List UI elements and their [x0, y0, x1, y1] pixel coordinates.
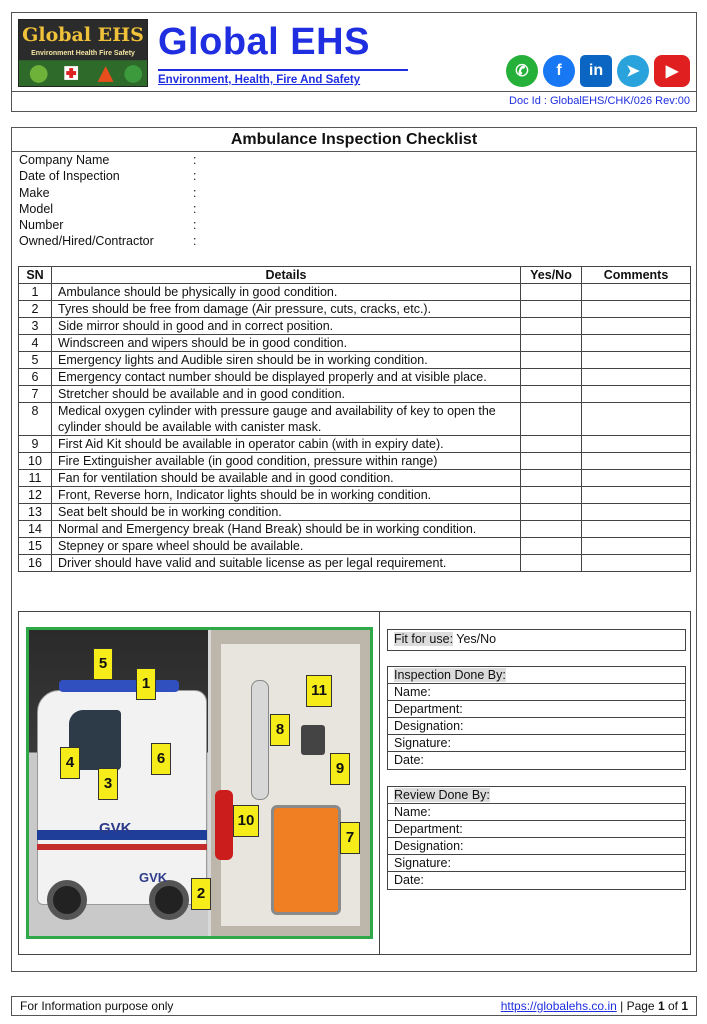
review-signature-field[interactable]: Signature: [388, 855, 685, 872]
table-row [19, 487, 691, 504]
comments-cell[interactable] [582, 538, 691, 555]
row-details: Normal and Emergency break (Hand Break) should be in working condition. [52, 521, 521, 538]
table-row [19, 555, 691, 572]
van-body [37, 690, 207, 905]
field-separator: : [193, 234, 197, 249]
yes-no-cell[interactable] [521, 284, 582, 301]
table-row [19, 318, 691, 335]
panel-divider [379, 612, 380, 954]
field-company-name[interactable] [19, 152, 196, 168]
yes-no-cell[interactable] [521, 403, 582, 436]
marker-label: 5 [93, 648, 113, 680]
row-details: Seat belt should be in working condition. [52, 504, 521, 521]
fit-for-use-box [387, 629, 686, 651]
row-details: Tyres should be free from damage (Air pressure, cuts, cracks, etc.). [52, 301, 521, 318]
row-sn: 9 [19, 436, 52, 453]
field-label: Date of Inspection [19, 169, 120, 184]
yes-no-cell[interactable] [521, 301, 582, 318]
table-row [19, 352, 691, 369]
field-model[interactable] [19, 201, 196, 217]
row-details: Front, Reverse horn, Indicator lights should be in working condition. [52, 487, 521, 504]
comments-cell[interactable] [582, 352, 691, 369]
field-date-of-inspection[interactable] [19, 168, 196, 184]
ambulance-photo [26, 627, 373, 939]
row-sn: 8 [19, 403, 52, 436]
inspection-date-field[interactable]: Date: [394, 753, 424, 767]
field-ownership[interactable] [19, 233, 196, 249]
doc-id: Doc Id : GlobalEHS/CHK/026 Rev:00 [509, 95, 690, 107]
footer-page-info [501, 997, 688, 1015]
row-sn: 7 [19, 386, 52, 403]
inspection-name-field[interactable]: Name: [388, 684, 685, 701]
col-comments: Comments [582, 267, 691, 284]
table-header-row [19, 267, 691, 284]
comments-cell[interactable] [582, 403, 691, 436]
row-sn: 3 [19, 318, 52, 335]
van-logo-text: GVK [139, 870, 168, 885]
marker-label: 8 [270, 714, 290, 746]
inspection-title-row [388, 667, 685, 684]
comments-cell[interactable] [582, 521, 691, 538]
oxygen-cylinder [251, 680, 269, 800]
marker-label: 1 [136, 668, 156, 700]
row-sn: 5 [19, 352, 52, 369]
comments-cell[interactable] [582, 335, 691, 352]
siren-light [59, 680, 179, 692]
brand-tagline: Environment, Health, Fire And Safety [158, 74, 361, 86]
row-sn: 12 [19, 487, 52, 504]
comments-cell[interactable] [582, 487, 691, 504]
comments-cell[interactable] [582, 318, 691, 335]
row-sn: 11 [19, 470, 52, 487]
page-total: 1 [681, 999, 688, 1013]
field-label: Model [19, 201, 54, 216]
stretcher [271, 805, 341, 915]
checklist-container [11, 127, 697, 972]
brand-underline [158, 69, 408, 71]
field-number[interactable] [19, 217, 196, 233]
marker-label: 6 [151, 743, 171, 775]
comments-cell[interactable] [582, 453, 691, 470]
table-row [19, 436, 691, 453]
field-label: Make [19, 185, 50, 200]
yes-no-cell[interactable] [521, 436, 582, 453]
logo-title: Global EHS [22, 24, 144, 46]
field-separator: : [193, 218, 197, 233]
field-separator: : [193, 153, 197, 167]
yes-no-cell[interactable] [521, 504, 582, 521]
review-title: Review Done By: [394, 788, 490, 802]
linkedin-icon[interactable]: in [580, 55, 612, 87]
review-designation-field[interactable]: Designation: [388, 838, 685, 855]
comments-cell[interactable] [582, 369, 691, 386]
field-separator: : [193, 185, 197, 200]
fit-for-use-value: Yes/No [453, 632, 497, 646]
row-details: Fan for ventilation should be available and in good condition. [52, 470, 521, 487]
page-prefix: | Page [616, 999, 658, 1013]
field-make[interactable] [19, 185, 196, 201]
page-number: 1 [657, 999, 665, 1013]
table-row [19, 284, 691, 301]
inspection-designation-field[interactable]: Designation: [388, 718, 685, 735]
info-fields [19, 152, 196, 250]
table-row [19, 301, 691, 318]
ambulance-exterior-image [29, 630, 208, 936]
first-aid-monitor [301, 725, 325, 755]
marker-label: 7 [340, 822, 360, 854]
global-ehs-logo [18, 19, 148, 87]
field-label: Number [19, 218, 64, 233]
inspection-done-by-box [387, 666, 686, 770]
table-row [19, 521, 691, 538]
fit-for-use-label: Fit for use: [394, 632, 454, 646]
marker-label: 9 [330, 753, 350, 785]
marker-label: 10 [233, 805, 259, 837]
row-details: Ambulance should be physically in good condition. [52, 284, 521, 301]
inspection-title: Inspection Done By: [394, 668, 506, 682]
table-row [19, 369, 691, 386]
col-yes-no: Yes/No [521, 267, 582, 284]
telegram-icon[interactable]: ➤ [617, 55, 649, 87]
table-row [19, 335, 691, 352]
comments-cell[interactable] [582, 555, 691, 572]
checklist-table [18, 266, 691, 572]
row-details: Side mirror should in good and in correct position. [52, 318, 521, 335]
row-sn: 4 [19, 335, 52, 352]
website-link[interactable]: https://globalehs.co.in [500, 999, 617, 1013]
marker-label: 11 [306, 675, 332, 707]
row-details: Stepney or spare wheel should be available. [52, 538, 521, 555]
facebook-icon[interactable]: f [543, 55, 575, 87]
table-row [19, 386, 691, 403]
inspection-signature-field[interactable]: Signature: [388, 735, 685, 752]
fire-extinguisher [215, 790, 233, 860]
yes-no-cell[interactable] [521, 521, 582, 538]
youtube-icon[interactable]: ▶ [654, 55, 690, 87]
fit-for-use-row[interactable] [388, 630, 685, 650]
row-details: First Aid Kit should be available in operator cabin (with in expiry date). [52, 436, 521, 453]
document-footer [11, 996, 697, 1016]
yes-no-cell[interactable] [521, 453, 582, 470]
yes-no-cell[interactable] [521, 352, 582, 369]
comments-cell[interactable] [582, 301, 691, 318]
social-links [506, 55, 690, 87]
row-sn: 13 [19, 504, 52, 521]
wheel-icon [149, 880, 189, 920]
table-row [19, 538, 691, 555]
comments-cell[interactable] [582, 504, 691, 521]
checklist-title: Ambulance Inspection Checklist [12, 128, 696, 152]
row-sn: 10 [19, 453, 52, 470]
van-stripe-red [37, 844, 207, 850]
row-sn: 14 [19, 521, 52, 538]
yes-no-cell[interactable] [521, 538, 582, 555]
marker-label: 3 [98, 768, 118, 800]
row-sn: 1 [19, 284, 52, 301]
brand-name: Global EHS [158, 21, 370, 63]
row-details: Stretcher should be available and in good condition. [52, 386, 521, 403]
row-details: Emergency contact number should be displayed properly and at visible place. [52, 369, 521, 386]
logo-subtitle: Environment Health Fire Safety [31, 50, 135, 57]
table-row [19, 453, 691, 470]
marker-label: 4 [60, 747, 80, 779]
inspection-panel [18, 611, 691, 955]
review-name-field[interactable]: Name: [388, 804, 685, 821]
yes-no-cell[interactable] [521, 335, 582, 352]
comments-cell[interactable] [582, 386, 691, 403]
document-header [11, 12, 697, 112]
row-details: Driver should have valid and suitable license as per legal requirement. [52, 555, 521, 572]
doc-id-bar [12, 91, 696, 112]
yes-no-cell[interactable] [521, 555, 582, 572]
review-title-row [388, 787, 685, 804]
field-label: Company Name [19, 153, 110, 167]
comments-cell[interactable] [582, 284, 691, 301]
review-date-field[interactable]: Date: [394, 873, 424, 887]
logo-artwork-icon [19, 60, 147, 87]
row-details: Medical oxygen cylinder with pressure gauge and availability of key to open the cylinder should be available with canister mask. [52, 403, 521, 436]
yes-no-cell[interactable] [521, 386, 582, 403]
col-sn: SN [19, 267, 52, 284]
yes-no-cell[interactable] [521, 318, 582, 335]
table-row [19, 504, 691, 521]
field-separator: : [193, 201, 197, 216]
comments-cell[interactable] [582, 470, 691, 487]
review-done-by-box [387, 786, 686, 890]
row-details: Emergency lights and Audible siren should be in working condition. [52, 352, 521, 369]
inspection-department-field[interactable]: Department: [388, 701, 685, 718]
field-label: Owned/Hired/Contractor [19, 234, 154, 249]
row-sn: 6 [19, 369, 52, 386]
row-sn: 2 [19, 301, 52, 318]
row-details: Fire Extinguisher available (in good condition, pressure within range) [52, 453, 521, 470]
whatsapp-icon[interactable]: ✆ [506, 55, 538, 87]
table-row [19, 470, 691, 487]
field-separator: : [193, 169, 197, 184]
yes-no-cell[interactable] [521, 369, 582, 386]
review-department-field[interactable]: Department: [388, 821, 685, 838]
marker-label: 2 [191, 878, 211, 910]
footer-disclaimer: For Information purpose only [20, 999, 174, 1013]
table-row [19, 403, 691, 436]
yes-no-cell[interactable] [521, 487, 582, 504]
wheel-icon [47, 880, 87, 920]
comments-cell[interactable] [582, 436, 691, 453]
page-of: of [664, 999, 682, 1013]
yes-no-cell[interactable] [521, 470, 582, 487]
van-logo-text: GVK [99, 820, 132, 837]
col-details: Details [52, 267, 521, 284]
row-sn: 15 [19, 538, 52, 555]
row-details: Windscreen and wipers should be in good condition. [52, 335, 521, 352]
row-sn: 16 [19, 555, 52, 572]
